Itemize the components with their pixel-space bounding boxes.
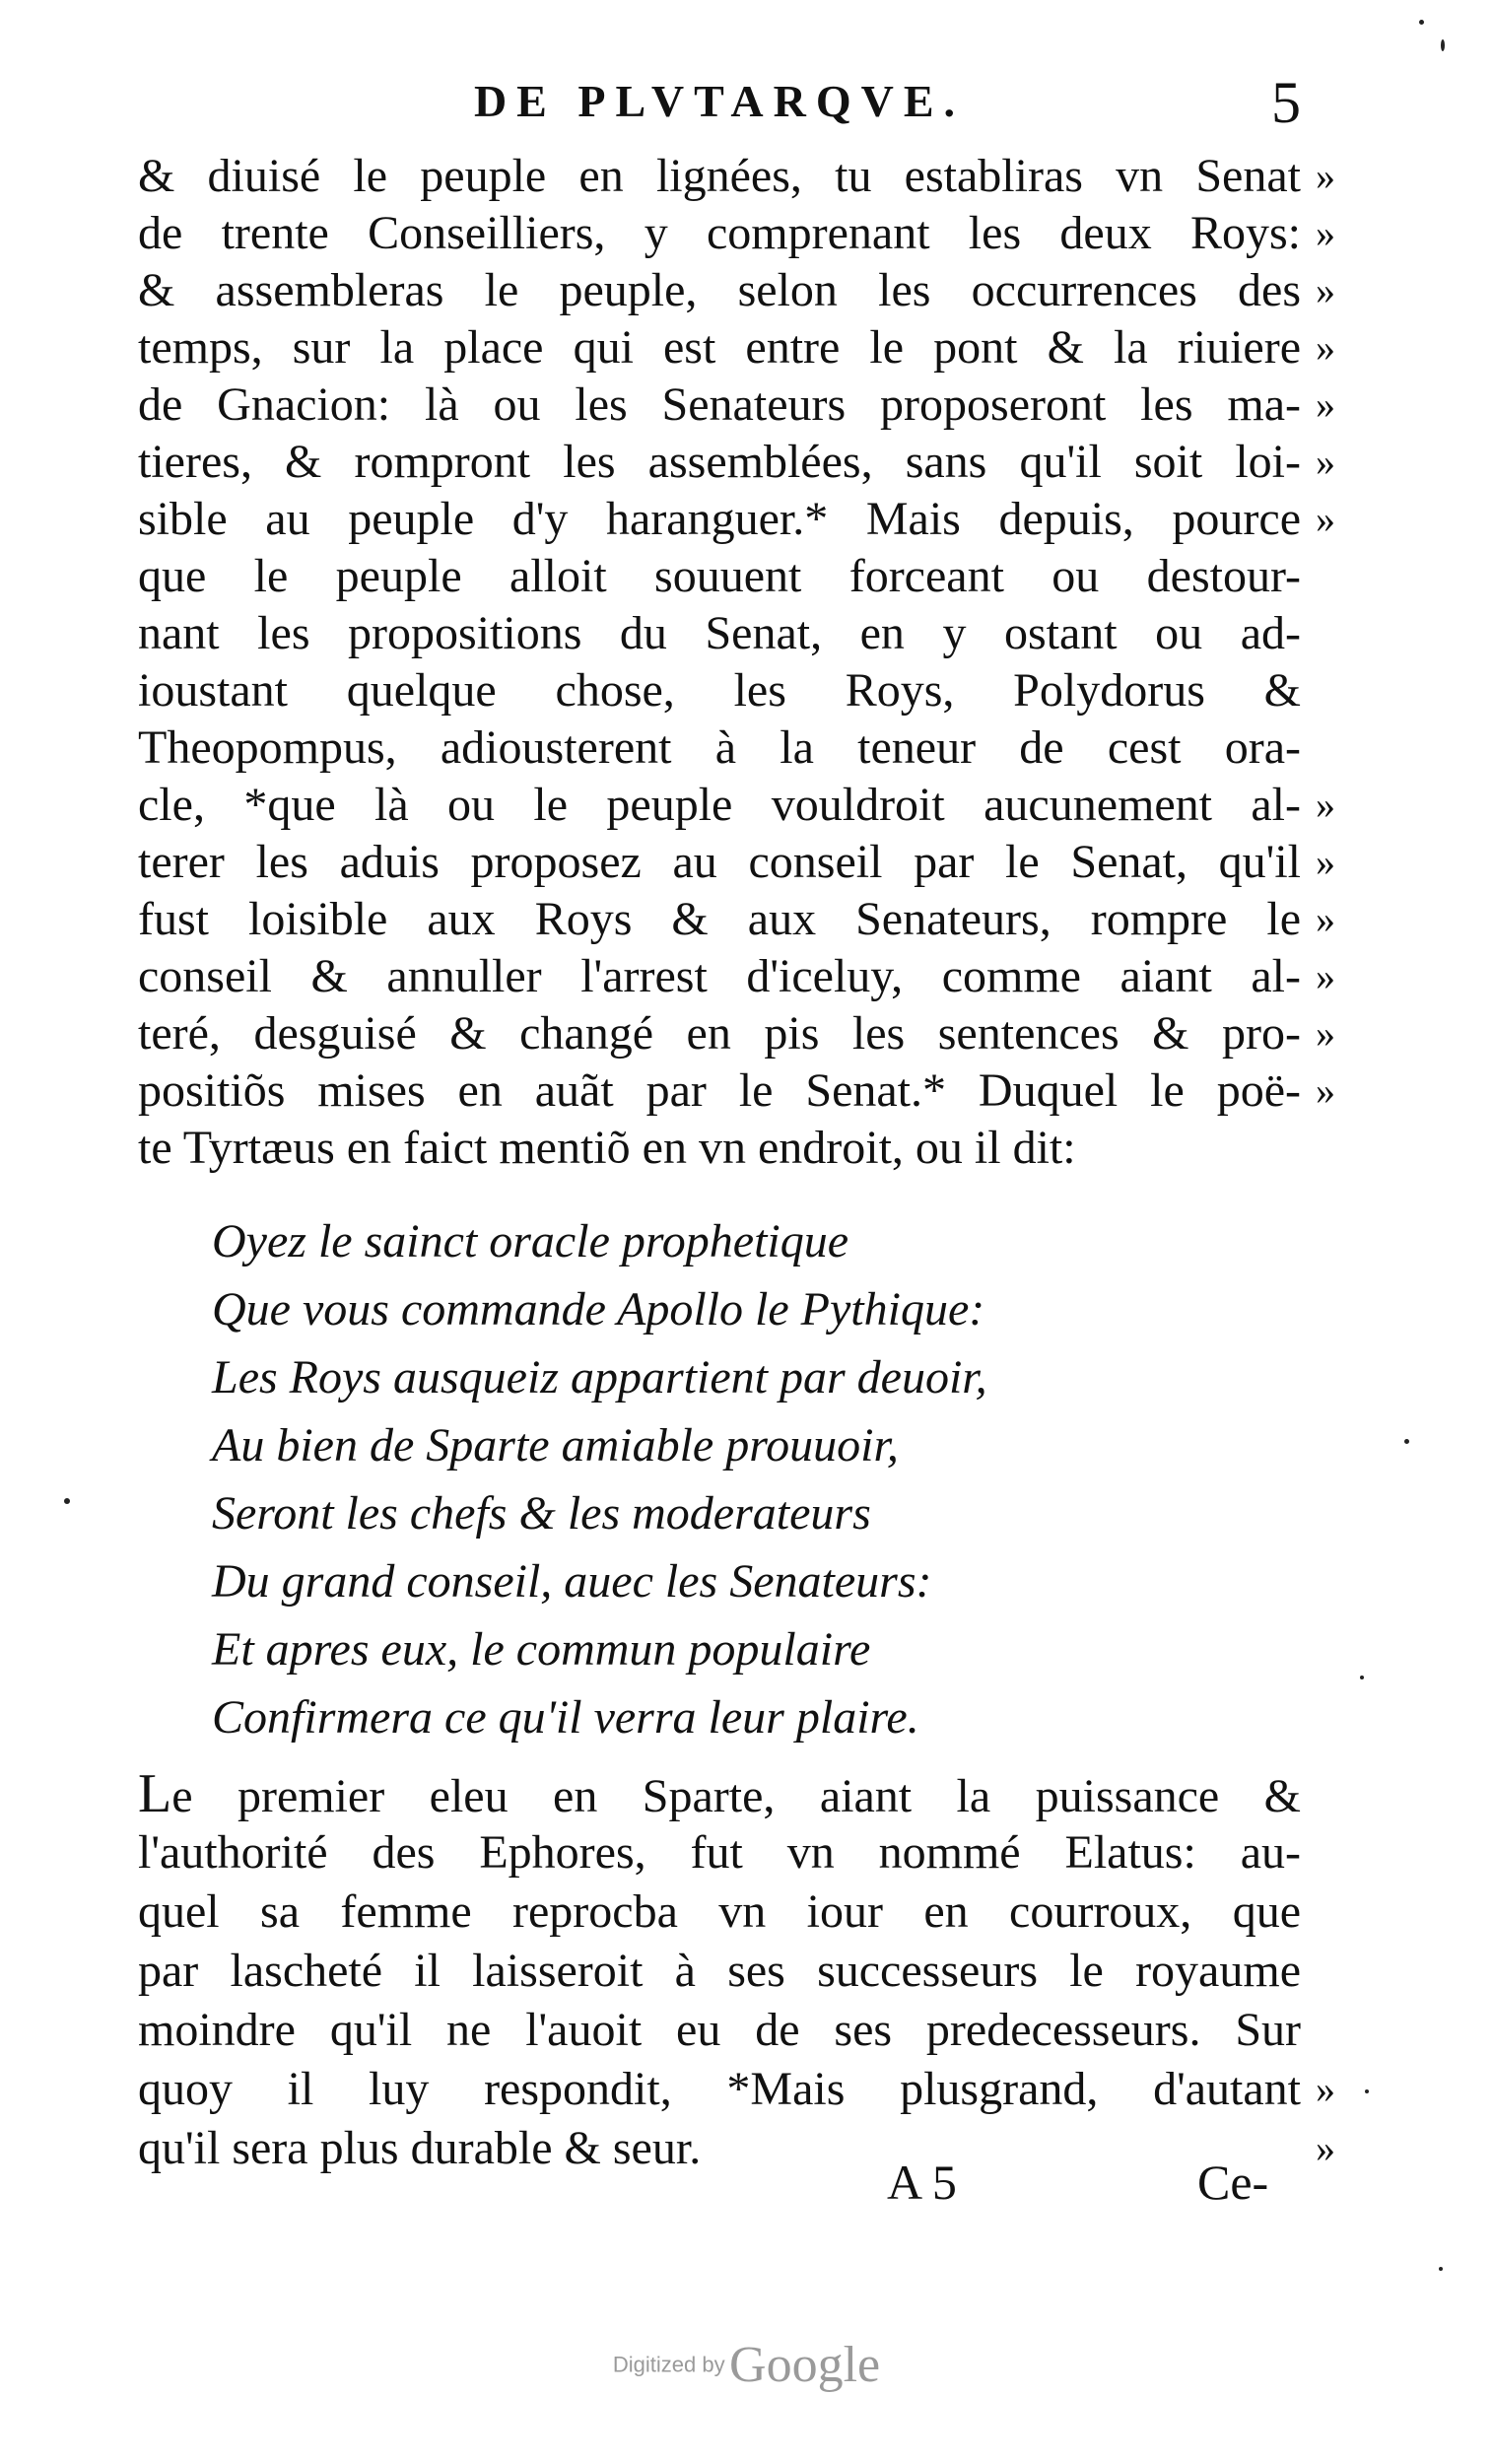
text-line — [138, 548, 1301, 605]
marginal-quote-mark: » — [1316, 783, 1335, 827]
line-text: & assembleras le peuple, selon les occurrences des — [138, 264, 1301, 316]
text-line — [138, 1764, 1301, 1823]
digitized-watermark — [0, 2336, 1493, 2394]
text-line — [138, 262, 1335, 319]
verse-line: Du grand conseil, auec les Senateurs: — [212, 1555, 932, 1608]
text-line — [138, 491, 1335, 548]
line-text: l'authorité des Ephores, fut vn nommé Elatus: au- — [138, 1826, 1301, 1879]
verse-block — [212, 1207, 1197, 1751]
marginal-quote-mark: » — [1316, 1011, 1335, 1056]
marginal-quote-mark: » — [1316, 897, 1335, 941]
line-text: Le premier eleu en Sparte, aiant la puissance & — [138, 1763, 1301, 1824]
marginal-quote-mark: » — [1316, 497, 1335, 541]
marginal-quote-mark: » — [1316, 2067, 1335, 2111]
text-line — [138, 2060, 1335, 2119]
text-line — [138, 834, 1335, 891]
signature-mark: A 5 — [887, 2155, 957, 2210]
line-text: te Tyrtæus en faict mentiõ en vn endroit, ou il dit: — [138, 1122, 1076, 1174]
line-text: que le peuple alloit souuent forceant ou destour- — [138, 550, 1301, 602]
marginal-quote-mark: » — [1316, 840, 1335, 884]
line-text: nant les propositions du Senat, en y ostant ou ad- — [138, 607, 1301, 659]
line-text: fust loisible aux Roys & aux Senateurs, rompre le — [138, 893, 1301, 945]
line-text: quoy il luy respondit, *Mais plusgrand, d'autant — [138, 2063, 1301, 2115]
text-line — [138, 891, 1335, 948]
paragraph-1 — [138, 148, 1335, 1177]
text-line — [138, 1882, 1301, 1942]
watermark-prefix: Digitized by — [612, 2352, 725, 2377]
marginal-quote-mark: » — [1316, 154, 1335, 198]
text-line — [138, 948, 1335, 1005]
text-line — [138, 319, 1335, 376]
page-footer — [0, 2154, 1493, 2223]
line-text: tieres, & rompront les assemblées, sans qu'il soit loi- — [138, 436, 1301, 488]
verse-line: Au bien de Sparte amiable prouuoir, — [212, 1419, 899, 1472]
running-head — [0, 69, 1493, 138]
text-line — [138, 719, 1301, 777]
running-head-title: DE PLVTARQVE. — [473, 76, 966, 126]
marginal-quote-mark: » — [1316, 954, 1335, 998]
marginal-quote-mark: » — [1316, 325, 1335, 370]
line-text: conseil & annuller l'arrest d'iceluy, comme aiant al- — [138, 950, 1301, 1002]
paragraph-2 — [138, 1763, 1335, 2178]
marginal-quote-mark: » — [1316, 211, 1335, 255]
page-number: 5 — [1271, 70, 1301, 135]
text-line — [138, 1062, 1335, 1120]
verse-line: Oyez le sainct oracle prophetique — [212, 1215, 849, 1267]
line-text: de trente Conseilliers, y comprenant les deux Roys: — [138, 207, 1301, 259]
marginal-quote-mark: » — [1316, 1068, 1335, 1113]
verse-line: Et apres eux, le commun populaire — [212, 1623, 871, 1676]
text-line — [138, 777, 1335, 834]
line-text: & diuisé le peuple en lignées, tu establiras vn Senat — [138, 150, 1301, 202]
text-line — [138, 2001, 1301, 2060]
line-text: terer les aduis proposez au conseil par le Senat, qu'il — [138, 836, 1301, 888]
line-text: de Gnacion: là ou les Senateurs proposeront les ma- — [138, 378, 1301, 431]
verse-line: Confirmera ce qu'il verra leur plaire. — [212, 1691, 919, 1744]
line-text: temps, sur la place qui est entre le pont & la riuiere — [138, 321, 1301, 374]
text-line — [138, 376, 1335, 434]
marginal-quote-mark: » — [1316, 268, 1335, 312]
line-text: qu'il sera plus durable & seur. — [138, 2122, 702, 2174]
line-text: positiõs mises en auãt par le Senat.* Duquel le poë- — [138, 1064, 1301, 1117]
line-text: teré, desguisé & changé en pis les sentences & pro- — [138, 1007, 1301, 1060]
text-line — [138, 1120, 1301, 1177]
text-line — [138, 662, 1301, 719]
verse-line: Que vous commande Apollo le Pythique: — [212, 1283, 985, 1335]
line-text: ioustant quelque chose, les Roys, Polydorus & — [138, 664, 1301, 717]
marginal-quote-mark: » — [1316, 2126, 1335, 2170]
catchword: Ce- — [1197, 2155, 1269, 2210]
text-line — [138, 148, 1335, 205]
marginal-quote-mark: » — [1316, 440, 1335, 484]
text-line — [138, 605, 1301, 662]
text-line — [138, 205, 1335, 262]
text-line — [138, 1942, 1301, 2001]
text-line — [138, 1823, 1301, 1882]
line-text: quel sa femme reprocba vn iour en courroux, que — [138, 1885, 1301, 1938]
line-text: moindre qu'il ne l'auoit eu de ses predecesseurs. Sur — [138, 2004, 1301, 2056]
line-text: Theopompus, adiousterent à la teneur de cest ora- — [138, 721, 1301, 774]
line-text: sible au peuple d'y haranguer.* Mais depuis, pource — [138, 493, 1301, 545]
watermark-brand: Google — [729, 2337, 881, 2393]
marginal-quote-mark: » — [1316, 382, 1335, 427]
line-text: cle, *que là ou le peuple vouldroit aucunement al- — [138, 779, 1301, 831]
text-line — [138, 434, 1335, 491]
text-line — [138, 1005, 1335, 1062]
verse-line: Seront les chefs & les moderateurs — [212, 1487, 871, 1540]
line-text: par lascheté il laisseroit à ses successeurs le royaume — [138, 1945, 1301, 1997]
verse-line: Les Roys ausqueiz appartient par deuoir, — [212, 1351, 987, 1403]
